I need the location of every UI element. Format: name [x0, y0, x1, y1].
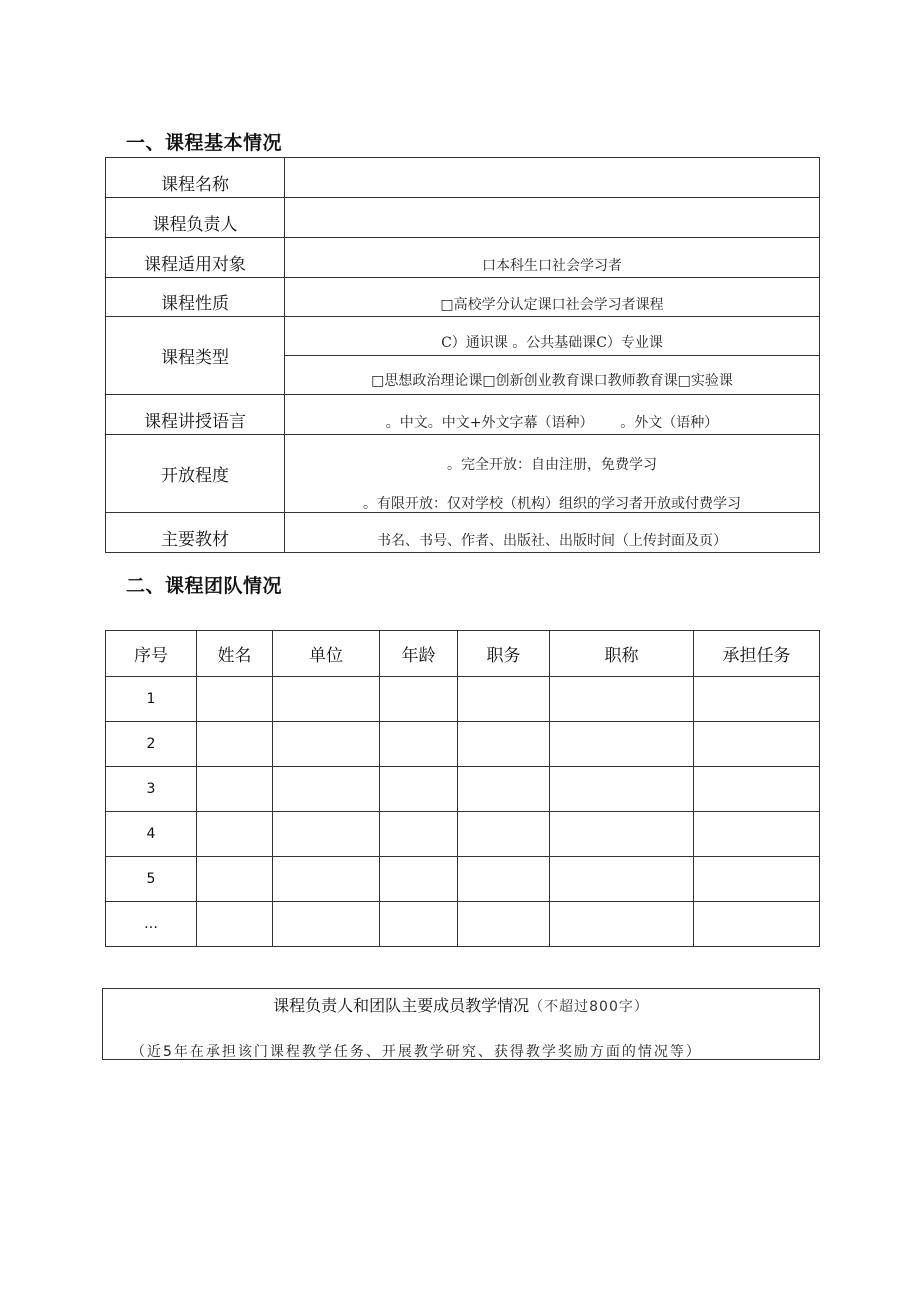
row-index: 5 — [106, 857, 197, 902]
cell-name[interactable] — [197, 812, 273, 857]
cell-position[interactable] — [458, 767, 550, 812]
table-row — [106, 722, 820, 767]
language-options[interactable]: 。中文。中文+外文字幕（语种） 。外文（语种） — [285, 395, 820, 435]
cell-age[interactable] — [380, 722, 458, 767]
cell-task[interactable] — [694, 722, 820, 767]
openness-limited[interactable]: 。有限开放：仅对学校（机构）组织的学习者开放或付费学习 — [363, 496, 741, 512]
cell-age[interactable] — [380, 902, 458, 947]
table-row — [106, 677, 820, 722]
type-options-line2[interactable]: □思想政治理论课□创新创业教育课口教师教育课□实验课 — [285, 356, 820, 395]
cell-title[interactable] — [550, 812, 694, 857]
section1-heading: 一、课程基本情况 — [126, 132, 283, 154]
cell-unit[interactable] — [273, 677, 380, 722]
cell-name[interactable] — [197, 677, 273, 722]
cell-age[interactable] — [380, 812, 458, 857]
cell-position[interactable] — [458, 677, 550, 722]
label-audience: 课程适用对象 — [106, 238, 285, 278]
type-options-line1[interactable]: C）通识课 。公共基础课C）专业课 — [285, 317, 820, 356]
row-language — [106, 395, 820, 435]
row-course-lead — [106, 198, 820, 238]
cell-unit[interactable] — [273, 722, 380, 767]
row-course-name — [106, 158, 820, 198]
cell-name[interactable] — [197, 722, 273, 767]
cell-title[interactable] — [550, 902, 694, 947]
cell-task[interactable] — [694, 812, 820, 857]
audience-options[interactable]: 口本科生口社会学习者 — [285, 238, 820, 278]
cell-position[interactable] — [458, 722, 550, 767]
cell-title[interactable] — [550, 767, 694, 812]
label-openness: 开放程度 — [106, 435, 285, 513]
input-course-name[interactable] — [285, 158, 820, 198]
cell-age[interactable] — [380, 857, 458, 902]
row-audience — [106, 238, 820, 278]
col-title: 职称 — [550, 631, 694, 677]
openness-options[interactable] — [285, 435, 820, 513]
cell-unit[interactable] — [273, 857, 380, 902]
teaching-summary-box[interactable] — [102, 988, 820, 1060]
input-course-lead[interactable] — [285, 198, 820, 238]
label-language: 课程讲授语言 — [106, 395, 285, 435]
cell-task[interactable] — [694, 857, 820, 902]
cell-age[interactable] — [380, 677, 458, 722]
openness-full[interactable]: 。完全开放：自由注册，免费学习 — [447, 457, 657, 473]
section2-heading: 二、课程团队情况 — [126, 575, 283, 597]
row-nature — [106, 278, 820, 317]
cell-name[interactable] — [197, 767, 273, 812]
label-nature: 课程性质 — [106, 278, 285, 317]
col-age: 年龄 — [380, 631, 458, 677]
label-course-name: 课程名称 — [106, 158, 285, 198]
teaching-summary-title — [103, 993, 819, 1016]
cell-position[interactable] — [458, 902, 550, 947]
course-info-table — [105, 157, 820, 553]
team-header-row — [106, 631, 820, 677]
row-index: … — [106, 902, 197, 947]
cell-unit[interactable] — [273, 812, 380, 857]
row-openness — [106, 435, 820, 513]
textbook-hint[interactable]: 书名、书号、作者、出版社、出版时间（上传封面及页） — [285, 513, 820, 553]
table-row — [106, 767, 820, 812]
table-row — [106, 857, 820, 902]
team-table — [105, 630, 820, 947]
col-index: 序号 — [106, 631, 197, 677]
table-row — [106, 812, 820, 857]
cell-task[interactable] — [694, 677, 820, 722]
col-name: 姓名 — [197, 631, 273, 677]
label-type: 课程类型 — [106, 317, 285, 395]
nature-options[interactable]: □高校学分认定课口社会学习者课程 — [285, 278, 820, 317]
col-position: 职务 — [458, 631, 550, 677]
cell-age[interactable] — [380, 767, 458, 812]
teaching-summary-heading: 课程负责人和团队主要成员教学情况 — [273, 996, 530, 1015]
cell-unit[interactable] — [273, 767, 380, 812]
cell-title[interactable] — [550, 722, 694, 767]
word-limit-note: （不超过800字） — [529, 999, 649, 1015]
row-index: 2 — [106, 722, 197, 767]
row-index: 4 — [106, 812, 197, 857]
cell-title[interactable] — [550, 857, 694, 902]
row-index: 1 — [106, 677, 197, 722]
cell-task[interactable] — [694, 767, 820, 812]
cell-name[interactable] — [197, 857, 273, 902]
label-textbook: 主要教材 — [106, 513, 285, 553]
col-task: 承担任务 — [694, 631, 820, 677]
col-unit: 单位 — [273, 631, 380, 677]
label-course-lead: 课程负责人 — [106, 198, 285, 238]
cell-task[interactable] — [694, 902, 820, 947]
row-type-1 — [106, 317, 820, 356]
table-row — [106, 902, 820, 947]
cell-name[interactable] — [197, 902, 273, 947]
cell-title[interactable] — [550, 677, 694, 722]
row-index: 3 — [106, 767, 197, 812]
teaching-summary-hint: （近5年在承担该门课程教学任务、开展教学研究、获得教学奖励方面的情况等） — [131, 1044, 702, 1060]
cell-position[interactable] — [458, 857, 550, 902]
cell-unit[interactable] — [273, 902, 380, 947]
row-textbook — [106, 513, 820, 553]
cell-position[interactable] — [458, 812, 550, 857]
